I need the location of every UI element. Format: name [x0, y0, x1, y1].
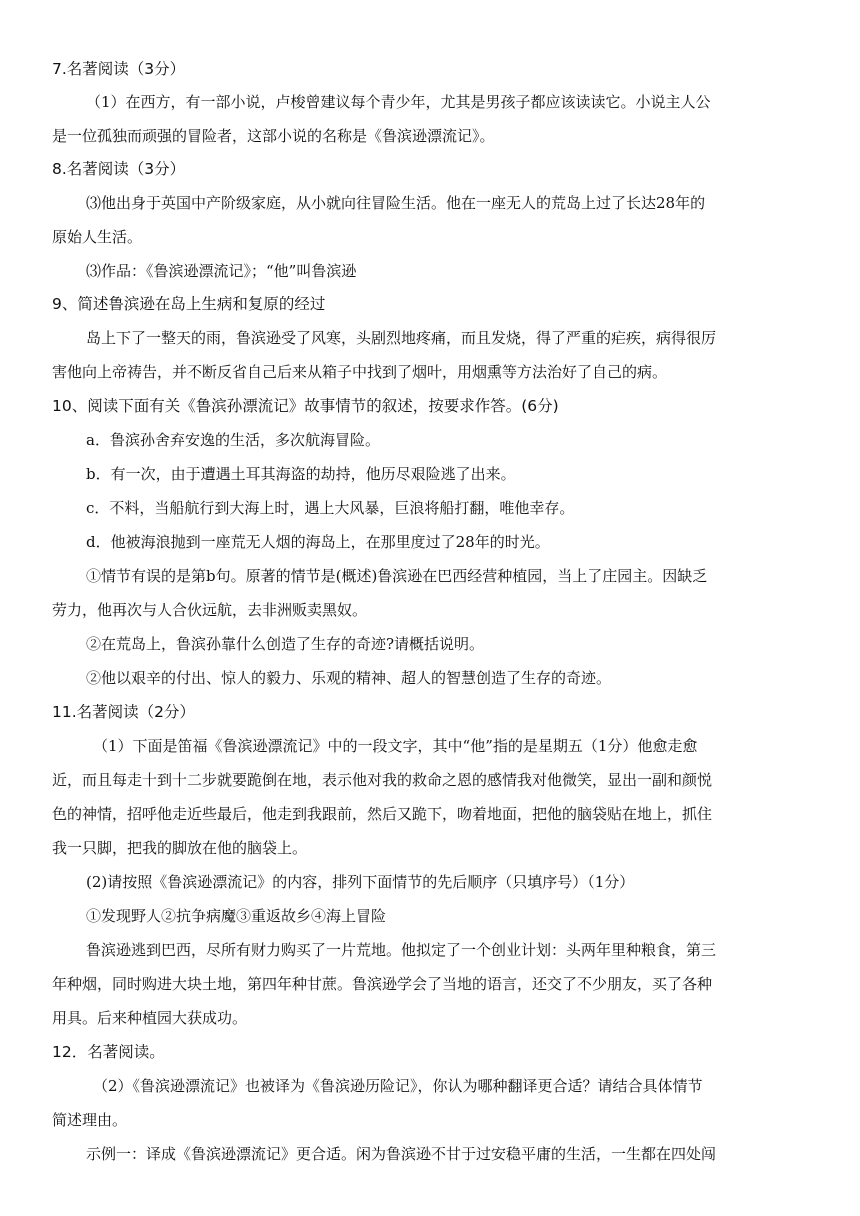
q11-passage-line-3: 用具。后来种植园大获成功。: [52, 1009, 248, 1027]
q7-answer-line-2: 是一位孤独而顽强的冒险者，这部小说的名称是《鲁滨逊漂流记》。: [52, 127, 495, 145]
q11-part2-question: (2)请按照《鲁滨逊漂流记》的内容，排列下面情节的先后顺序（只填序号）（1分）: [86, 873, 635, 891]
q9-answer-line-1: 岛上下了一整天的雨，鲁滨逊受了风寒，头剧烈地疼痛，而且发烧，得了严重的疟疾，病得很厉: [86, 329, 717, 347]
question-10-heading: 10、阅读下面有关《鲁滨孙漂流记》故事情节的叙述，按要求作答。(6分): [52, 397, 559, 415]
q10-option-b: b．有一次，由于遭遇土耳其海盗的劫持，他历尽艰险逃了出来。: [86, 465, 516, 483]
q11-passage-line-1: 鲁滨逊逃到巴西，尽所有财力购买了一片荒地。他拟定了一个创业计划：头两年里种粮食，第三: [86, 941, 717, 959]
q10-option-c: c．不料，当船航行到大海上时，遇上大风暴，巨浪将船打翻，唯他幸存。: [86, 499, 575, 517]
question-11-heading: 11.名著阅读（2分）: [52, 703, 196, 721]
q11-passage-line-2: 年种烟，同时购进大块土地，第四年种甘蔗。鲁滨逊学会了当地的语言，还交了不少朋友，买了各种: [52, 975, 713, 993]
q11-part1-line-4: 我一只脚，把我的脚放在他的脑袋上。: [52, 839, 308, 857]
question-7-heading: 7.名著阅读（3分）: [52, 60, 186, 78]
q8-answer-line-3: ⑶作品：《鲁滨逊漂流记》；“他”叫鲁滨逊: [86, 262, 357, 280]
question-9-heading: 9、简述鲁滨逊在岛上生病和复原的经过: [52, 295, 326, 313]
q8-answer-line-2: 原始人生活。: [52, 228, 143, 246]
question-8-heading: 8.名著阅读（3分）: [52, 160, 186, 178]
q11-part2-options: ①发现野人②抗争病魔③重返故乡④海上冒险: [86, 907, 387, 925]
q12-example-line-1: 示例一：译成《鲁滨逊漂流记》更合适。闲为鲁滨逊不甘于过安稳平庸的生活，一生都在四处闯: [86, 1145, 717, 1163]
q11-part1-line-3: 色的神情，招呼他走近些最后，他走到我跟前，然后又跪下，吻着地面，把他的脑袋贴在地上，抓住: [52, 805, 713, 823]
q11-part1-line-2: 近，而且每走十到十二步就要跪倒在地，表示他对我的救命之恩的感情我对他微笑，显出一副和颜悦: [52, 771, 713, 789]
q7-answer-line-1: （1）在西方，有一部小说，卢梭曾建议每个青少年，尤其是男孩子都应该读读它。小说主人公: [86, 93, 711, 111]
q9-answer-line-2: 害他向上帝祷告，并不断反省自己后来从箱子中找到了烟叶，用烟熏等方法治好了自己的病。: [52, 363, 668, 381]
question-12-heading: 12．名著阅读。: [52, 1043, 165, 1061]
q10-option-a: a．鲁滨孙舍弃安逸的生活，多次航海冒险。: [86, 431, 380, 449]
q10-option-d: d．他被海浪抛到一座荒无人烟的海岛上，在那里度过了28年的时光。: [86, 533, 550, 551]
q11-part1-line-1: （1）下面是笛福《鲁滨逊漂流记》中的一段文字，其中“他”指的是星期五（1分）他愈走愈: [93, 737, 698, 755]
q10-answer-1-line-2: 劳力，他再次与人合伙远航，去非洲贩卖黑奴。: [52, 601, 368, 619]
q12-part2-line-2: 简述理由。: [52, 1111, 128, 1129]
q10-answer-1-line-1: ①情节有误的是第b句。原著的情节是(概述)鲁滨逊在巴西经营种植园，当上了庄园主。因缺乏: [86, 567, 708, 585]
q10-question-2: ②在荒岛上，鲁滨孙靠什么创造了生存的奇迹?请概括说明。: [86, 635, 485, 653]
q8-answer-line-1: ⑶他出身于英国中产阶级家庭，从小就向往冒险生活。他在一座无人的荒岛上过了长达28年的: [86, 194, 706, 212]
q10-answer-2: ②他以艰辛的付出、惊人的毅力、乐观的精神、超人的智慧创造了生存的奇迹。: [86, 669, 612, 687]
q12-part2-line-1: （2）《鲁滨逊漂流记》也被译为《鲁滨逊历险记》，你认为哪种翻译更合适？请结合具体情节: [93, 1077, 703, 1095]
